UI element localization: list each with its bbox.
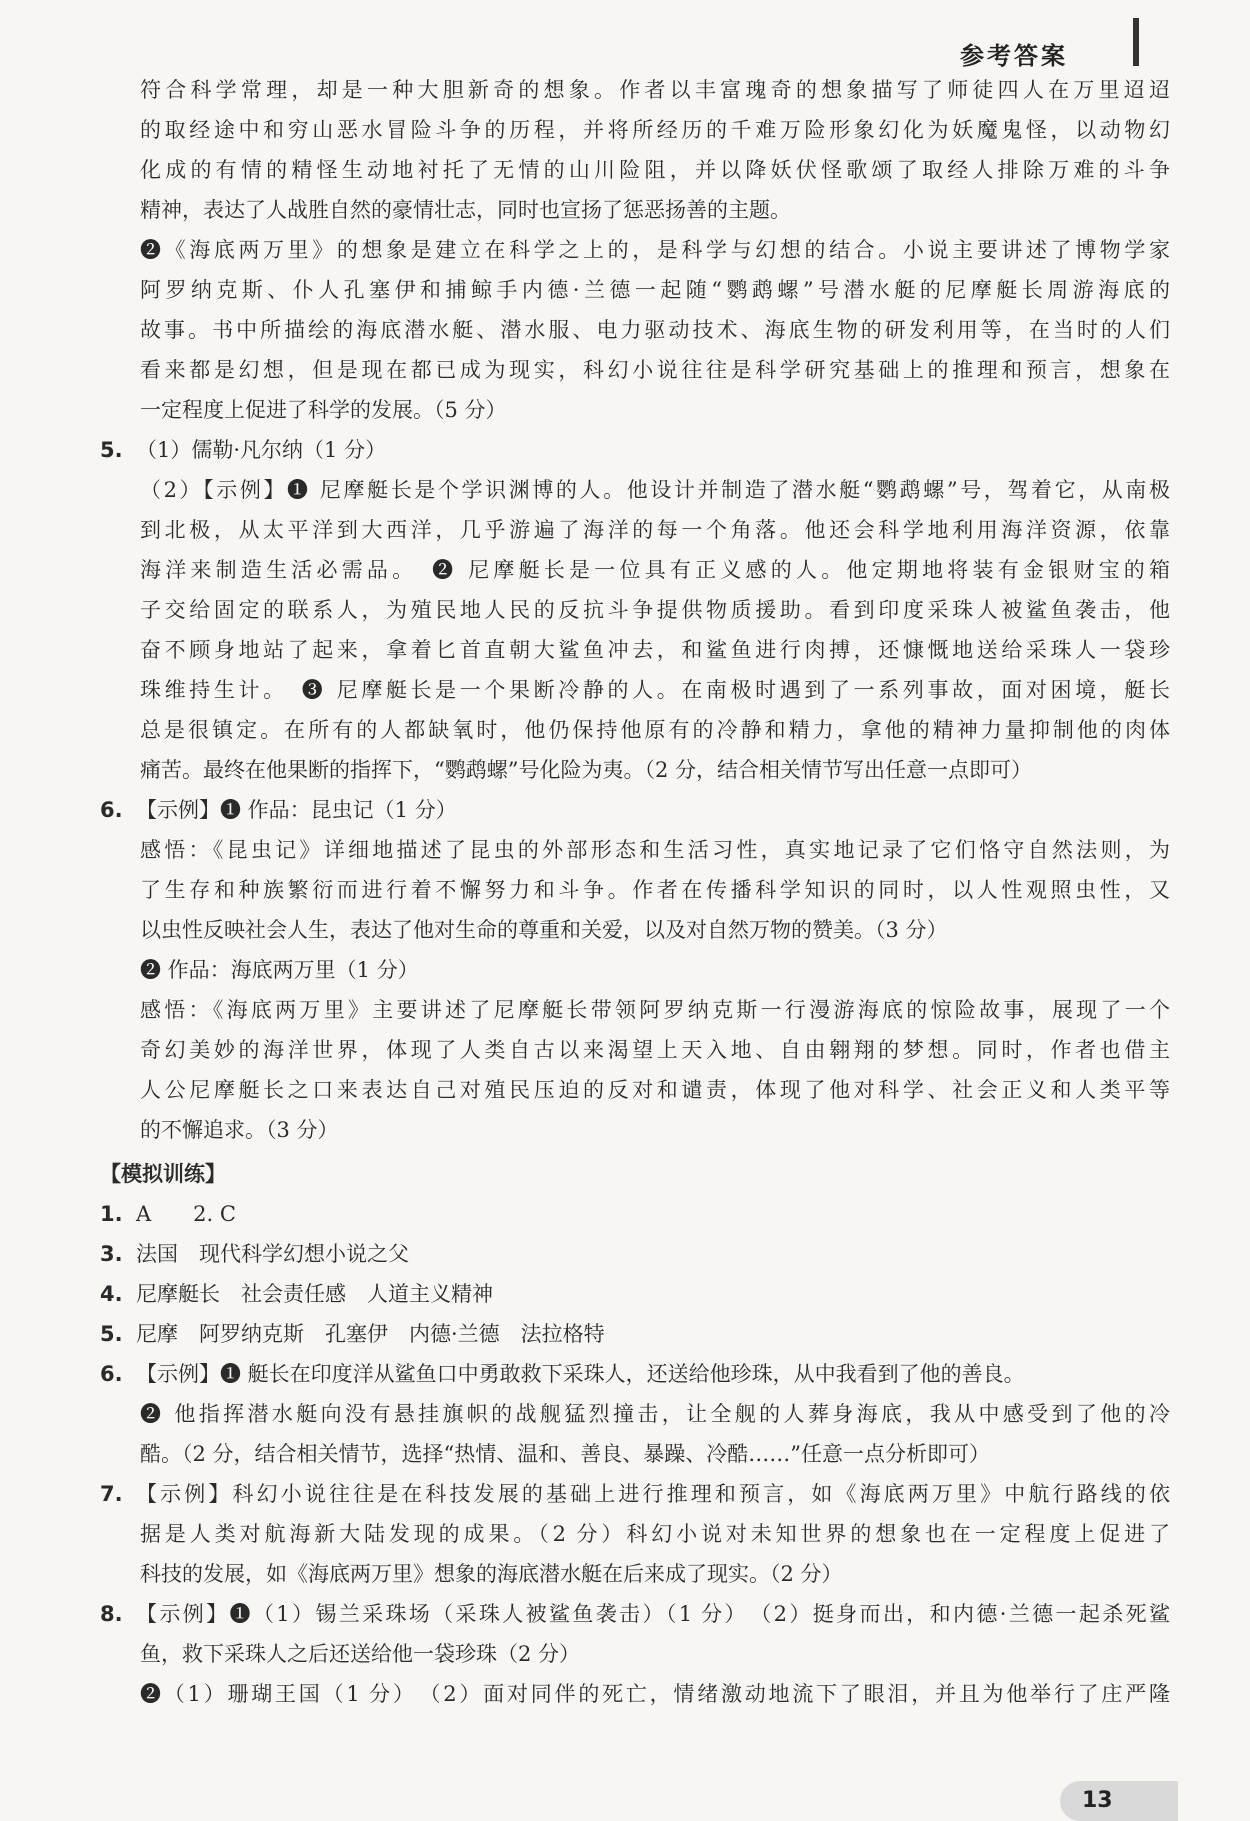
text-line [100,270,1170,310]
line-text: （2）【示例】❶ 尼摩艇长是个学识渊博的人。他设计并制造了潜水艇“鹦鹉螺”号，驾着它，从南极 [140,478,1170,502]
text-line [100,110,1170,150]
text-line [100,470,1170,510]
answer-content [100,70,1170,1714]
line-text: 珠维持生计。 ❸ 尼摩艇长是一个果断冷静的人。在南极时遇到了一系列事故，面对困境，艇长 [140,678,1170,702]
text-line [100,1070,1170,1110]
line-text: 看来都是幻想，但是现在都已成为现实，科幻小说往往是科学研究基础上的推理和预言，想象在 [140,358,1170,382]
text-line [100,870,1170,910]
line-text: ❷ 作品：海底两万里（1 分） [140,958,419,982]
question-number: 7. [100,1482,123,1506]
line-text: A 2. C [136,1202,236,1226]
line-text: 【示例】❶ 作品：昆虫记（1 分） [136,798,457,822]
text-line [100,1674,1170,1714]
line-text: 科技的发展，如《海底两万里》想象的海底潜水艇在后来成了现实。（2 分） [140,1562,843,1586]
text-line [100,1594,1170,1634]
line-text: 感悟：《昆虫记》详细地描述了昆虫的外部形态和生活习性，真实地记录了它们恪守自然法则，为 [140,838,1170,862]
line-text: （1）儒勒·凡尔纳（1 分） [136,438,387,462]
text-line [100,350,1170,390]
text-line [100,1554,1170,1594]
text-line [100,1434,1170,1474]
page-header-title: 参考答案 [960,42,1068,70]
text-line [100,1514,1170,1554]
text-line [100,150,1170,190]
question-number: 1. [100,1202,123,1226]
text-line [100,990,1170,1030]
line-text: 【示例】❶（1）锡兰采珠场（采珠人被鲨鱼袭击）（1 分） （2）挺身而出，和内德·兰德一起杀死鲨 [136,1602,1170,1626]
line-text: 的不懈追求。（3 分） [140,1118,339,1142]
question-number: 5. [100,438,123,462]
line-text: 尼摩艇长 社会责任感 人道主义精神 [136,1282,493,1306]
text-line [100,1234,1170,1274]
line-text: 感悟：《海底两万里》主要讲述了尼摩艇长带领阿罗纳克斯一行漫游海底的惊险故事，展现了一个 [140,998,1170,1022]
line-text: 【示例】科幻小说往往是在科技发展的基础上进行推理和预言，如《海底两万里》中航行路线的依 [136,1482,1170,1506]
text-line [100,70,1170,110]
line-text: ❷（1）珊瑚王国（1 分） （2）面对同伴的死亡，情绪激动地流下了眼泪，并且为他举行了庄严隆 [140,1682,1170,1706]
text-line [100,1314,1170,1354]
text-line [100,310,1170,350]
text-line [100,1110,1170,1150]
text-line [100,430,1170,470]
text-line [100,1194,1170,1234]
line-text: 人公尼摩艇长之口来表达自己对殖民压迫的反对和谴责，体现了他对科学、社会正义和人类平等 [140,1078,1170,1102]
line-text: 化成的有情的精怪生动地衬托了无情的山川险阻，并以降妖伏怪歌颂了取经人排除万难的斗争 [140,158,1170,182]
line-text: 以虫性反映社会人生，表达了他对生命的尊重和关爱，以及对自然万物的赞美。（3 分） [140,918,948,942]
page-number: 13 [1060,1781,1178,1821]
line-text: 总是很镇定。在所有的人都缺氧时，他仍保持他原有的冷静和精力，拿他的精神力量抑制他的肉体 [140,718,1170,742]
text-line [100,190,1170,230]
line-text: 【示例】❶ 艇长在印度洋从鲨鱼口中勇敢救下采珠人，还送给他珍珠，从中我看到了他的善良。 [136,1362,1025,1386]
text-line [100,1030,1170,1070]
text-line [100,710,1170,750]
line-text: 痛苦。最终在他果断的指挥下，“鹦鹉螺”号化险为夷。（2 分，结合相关情节写出任意一点即可） [140,758,1033,782]
line-text: 酷。（2 分，结合相关情节，选择“热情、温和、善良、暴躁、冷酷……”任意一点分析即可） [140,1442,991,1466]
text-line [100,1354,1170,1394]
line-text: 法国 现代科学幻想小说之父 [136,1242,409,1266]
text-line [100,1274,1170,1314]
line-text: ❷ 他指挥潜水艇向没有悬挂旗帜的战舰猛烈撞击，让全舰的人葬身海底，我从中感受到了他的冷 [140,1402,1170,1426]
question-number: 8. [100,1602,123,1626]
line-text: 精神，表达了人战胜自然的豪情壮志，同时也宣扬了惩恶扬善的主题。 [140,198,791,222]
text-line [100,950,1170,990]
line-text: 鱼，救下采珠人之后还送给他一袋珍珠（2 分） [140,1642,581,1666]
text-line [100,590,1170,630]
line-text: 符合科学常理，却是一种大胆新奇的想象。作者以丰富瑰奇的想象描写了师徒四人在万里迢迢 [140,78,1170,102]
text-line [100,230,1170,270]
text-line [100,830,1170,870]
text-line [100,1634,1170,1674]
question-number: 4. [100,1282,123,1306]
question-number: 6. [100,1362,123,1386]
line-text: 据是人类对航海新大陆发现的成果。（2 分）科幻小说对未知世界的想象也在一定程度上促进了 [140,1522,1170,1546]
text-line [100,1394,1170,1434]
line-text: 海洋来制造生活必需品。 ❷ 尼摩艇长是一位具有正义感的人。他定期地将装有金银财宝的箱 [140,558,1170,582]
line-text: 到北极，从太平洋到大西洋，几乎游遍了海洋的每一个角落。他还会科学地利用海洋资源，依靠 [140,518,1170,542]
line-text: 的取经途中和穷山恶水冒险斗争的历程，并将所经历的千难万险形象幻化为妖魔鬼怪，以动物幻 [140,118,1170,142]
question-number: 3. [100,1242,123,1266]
text-line [100,630,1170,670]
text-line [100,750,1170,790]
text-line [100,790,1170,830]
line-text: ❷《海底两万里》的想象是建立在科学之上的，是科学与幻想的结合。小说主要讲述了博物学家 [140,238,1170,262]
line-text: 故事。书中所描绘的海底潜水艇、潜水服、电力驱动技术、海底生物的研发利用等，在当时的人们 [140,318,1170,342]
text-line [100,390,1170,430]
header-divider [1133,18,1139,66]
text-line [100,550,1170,590]
line-text: 子交给固定的联系人，为殖民地人民的反抗斗争提供物质援助。看到印度采珠人被鲨鱼袭击，他 [140,598,1170,622]
question-number: 6. [100,798,123,822]
section-heading: 【模拟训练】 [100,1162,226,1186]
text-line [100,670,1170,710]
line-text: 奋不顾身地站了起来，拿着匕首直朝大鲨鱼冲去，和鲨鱼进行肉搏，还慷慨地送给采珠人一袋珍 [140,638,1170,662]
text-line [100,510,1170,550]
text-line [100,1474,1170,1514]
line-text: 阿罗纳克斯、仆人孔塞伊和捕鲸手内德·兰德一起随“鹦鹉螺”号潜水艇的尼摩艇长周游海底的 [140,278,1170,302]
question-number: 5. [100,1322,123,1346]
line-text: 尼摩 阿罗纳克斯 孔塞伊 内德·兰德 法拉格特 [136,1322,605,1346]
text-line [100,910,1170,950]
line-text: 了生存和种族繁衍而进行着不懈努力和斗争。作者在传播科学知识的同时，以人性观照虫性，又 [140,878,1170,902]
line-text: 一定程度上促进了科学的发展。（5 分） [140,398,507,422]
line-text: 奇幻美妙的海洋世界，体现了人类自古以来渴望上天入地、自由翱翔的梦想。同时，作者也借主 [140,1038,1170,1062]
